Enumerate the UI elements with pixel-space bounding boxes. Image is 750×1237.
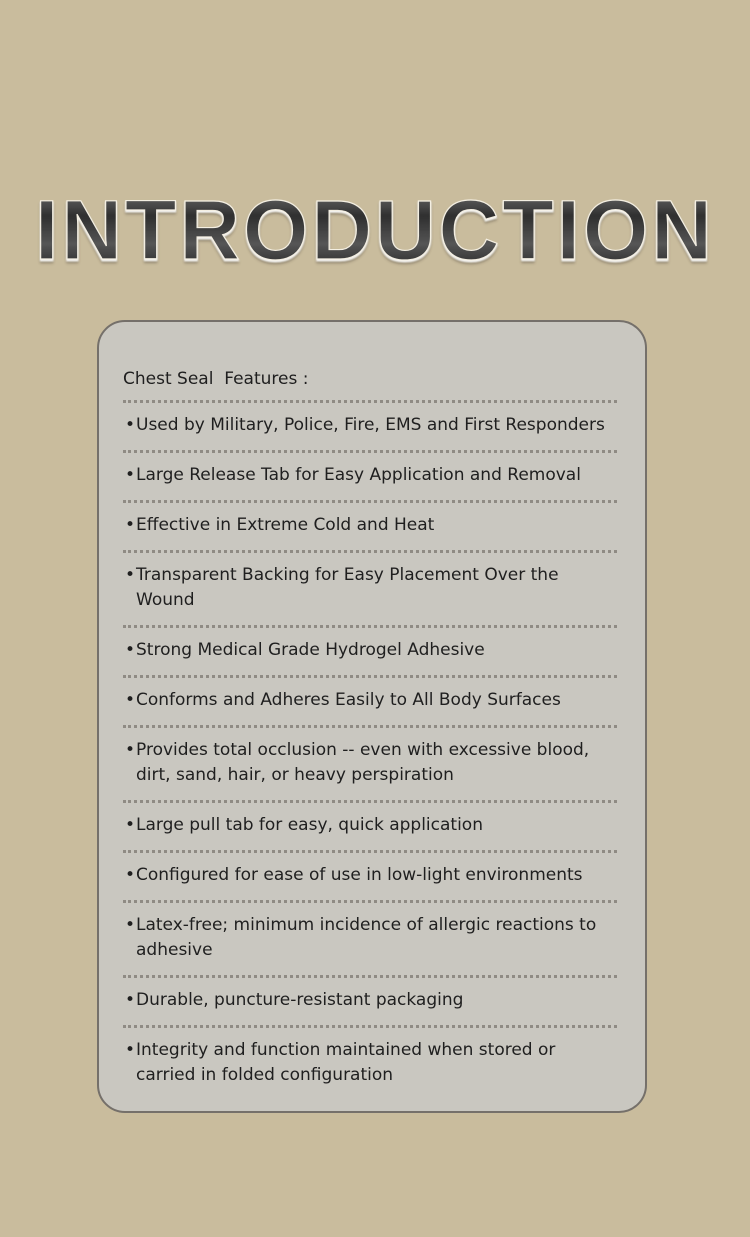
bullet-icon: • bbox=[125, 640, 136, 660]
feature-text: Transparent Backing for Easy Placement Over the Wound bbox=[136, 565, 559, 610]
page-title: INTRODUCTION bbox=[35, 183, 715, 277]
feature-text: Used by Military, Police, Fire, EMS and First Responders bbox=[136, 415, 605, 435]
feature-item bbox=[123, 903, 617, 975]
bullet-icon: • bbox=[125, 815, 136, 835]
bullet-icon: • bbox=[125, 690, 136, 710]
bullet-icon: • bbox=[125, 465, 136, 485]
feature-text: Large Release Tab for Easy Application and Removal bbox=[136, 465, 581, 485]
feature-item bbox=[123, 403, 617, 450]
features-card-content bbox=[123, 366, 617, 1100]
bullet-icon: • bbox=[125, 865, 136, 885]
bullet-icon: • bbox=[125, 915, 136, 935]
feature-item bbox=[123, 1028, 617, 1100]
bullet-icon: • bbox=[125, 740, 136, 760]
bullet-icon: • bbox=[125, 565, 136, 585]
feature-item bbox=[123, 678, 617, 725]
feature-item bbox=[123, 453, 617, 500]
feature-item bbox=[123, 503, 617, 550]
feature-text: Effective in Extreme Cold and Heat bbox=[136, 515, 435, 535]
features-list bbox=[123, 403, 617, 1100]
feature-item bbox=[123, 978, 617, 1025]
feature-text: Configured for ease of use in low-light environments bbox=[136, 865, 583, 885]
feature-text: Large pull tab for easy, quick application bbox=[136, 815, 483, 835]
bullet-icon: • bbox=[125, 415, 136, 435]
feature-text: Strong Medical Grade Hydrogel Adhesive bbox=[136, 640, 485, 660]
feature-item bbox=[123, 628, 617, 675]
features-heading: Chest Seal Features : bbox=[123, 369, 309, 389]
feature-text: Provides total occlusion -- even with excessive blood, dirt, sand, hair, or heavy perspiration bbox=[136, 740, 590, 785]
feature-text: Conforms and Adheres Easily to All Body Surfaces bbox=[136, 690, 561, 710]
features-card bbox=[97, 320, 647, 1113]
bullet-icon: • bbox=[125, 515, 136, 535]
feature-text: Integrity and function maintained when stored or carried in folded configuration bbox=[136, 1040, 556, 1085]
feature-text: Latex-free; minimum incidence of allergic reactions to adhesive bbox=[136, 915, 597, 960]
bullet-icon: • bbox=[125, 1040, 136, 1060]
feature-item bbox=[123, 853, 617, 900]
feature-item bbox=[123, 728, 617, 800]
feature-item bbox=[123, 803, 617, 850]
feature-item bbox=[123, 553, 617, 625]
feature-text: Durable, puncture-resistant packaging bbox=[136, 990, 464, 1010]
introduction-title-graphic bbox=[0, 178, 750, 288]
title-area bbox=[0, 178, 750, 288]
bullet-icon: • bbox=[125, 990, 136, 1010]
